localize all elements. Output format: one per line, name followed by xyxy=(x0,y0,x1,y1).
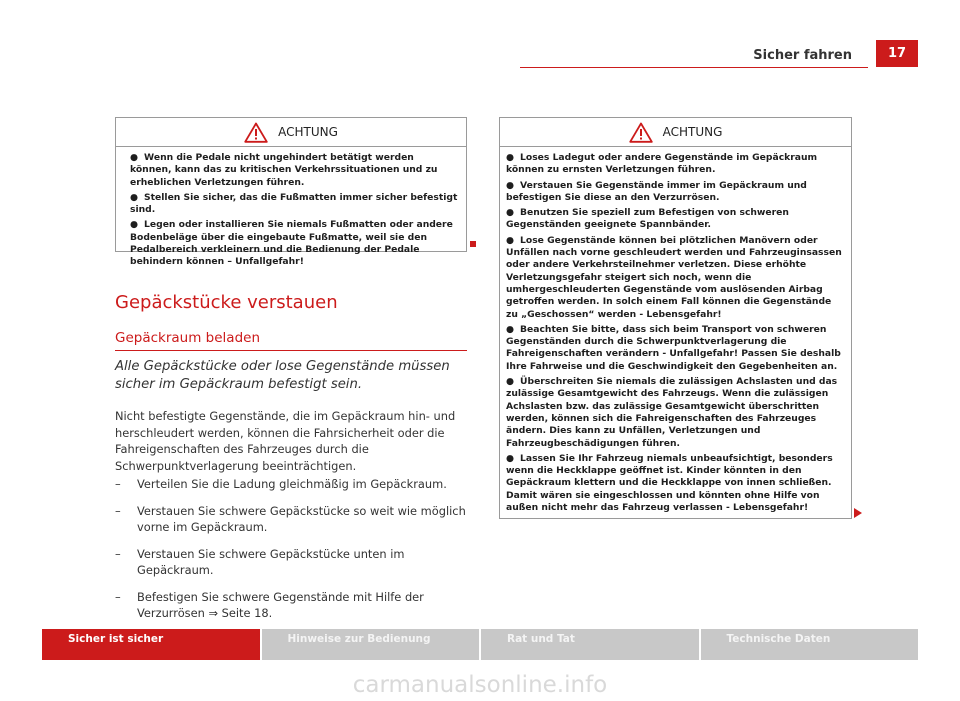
warning-item: ● Lose Gegenstände können bei plötzlichen Manövern oder Unfällen nach vorne geschleudert werden und Fahrzeuginsassen oder andere Verkehrsteilnehmer verletzen. Diese erhöhte Verletzungsgefahr steigert sich noch, wenn die umhergeschleuderten Gegenstände vom auslösenden Airbag getroffen werden. In solch einem Fall können die Gegenstände zu „Geschossen“ werden - Lebensgefahr! xyxy=(506,234,842,320)
footer-tab-rat-und-tat[interactable]: Rat und Tat xyxy=(479,629,699,660)
footer-tab-technische-daten[interactable]: Technische Daten xyxy=(699,629,919,660)
warning-body xyxy=(116,147,466,276)
warning-box-footmats xyxy=(115,117,467,268)
instruction-list xyxy=(115,476,475,632)
chapter-footer-nav xyxy=(42,629,918,660)
warning-item: ● Wenn die Pedale nicht ungehindert betätigt werden können, kann das zu kritischen Verkehrssituationen und zu erheblichen Verletzungen führen. xyxy=(130,152,438,188)
warning-heading: ACHTUNG xyxy=(278,125,338,139)
section-title: Gepäckstücke verstauen xyxy=(115,292,338,313)
continue-arrow-icon xyxy=(854,508,862,518)
warning-item: ● Verstauen Sie Gegenstände immer im Gepäckraum und befestigen Sie diese an den Verzurrösen. xyxy=(506,179,807,203)
page-number-badge: 17 xyxy=(876,40,918,67)
list-item: – Befestigen Sie schwere Gegenstände mit Hilfe der Verzurrösen ⇒ Seite 18. xyxy=(115,589,424,620)
warning-item: ● Legen oder installieren Sie niemals Fußmatten oder andere Bodenbeläge über die eingebaute Fußmatte, weil sie den Pedalbereich verkleinern und die Bedienung der Pedale behindern können – Unfallgefahr! xyxy=(130,219,453,268)
watermark-text: carmanualsonline.info xyxy=(352,672,608,698)
body-paragraph: Nicht befestigte Gegenstände, die im Gepäckraum hin- und herschleudert werden, können die Fahrsicherheit oder die Fahreigenschaften des Fahrzeuges durch die Schwerpunktverlagerung beeinträchtigen. xyxy=(115,409,456,473)
section-end-marker xyxy=(470,241,476,247)
intro-text: Alle Gepäckstücke oder lose Gegenstände müssen sicher im Gepäckraum befestigt sein. xyxy=(115,359,450,392)
warning-item: ● Loses Ladegut oder andere Gegenstände im Gepäckraum können zu ernsten Verletzungen führen. xyxy=(506,152,818,176)
list-item: – Verstauen Sie schwere Gepäckstücke unten im Gepäckraum. xyxy=(115,546,405,577)
warning-header xyxy=(116,118,466,147)
warning-header xyxy=(500,118,851,147)
subsection-title: Gepäckraum beladen xyxy=(115,330,260,346)
footer-tab-sicher-ist-sicher[interactable]: Sicher ist sicher xyxy=(42,629,260,660)
warning-item: ● Stellen Sie sicher, das die Fußmatten immer sicher befestigt sind. xyxy=(130,191,458,216)
list-item: – Verstauen Sie schwere Gepäckstücke so weit wie möglich vorne im Gepäckraum. xyxy=(115,503,466,534)
page-header-title: Sicher fahren xyxy=(753,48,852,63)
list-item: – Verteilen Sie die Ladung gleichmäßig im Gepäckraum. xyxy=(115,477,447,491)
warning-heading: ACHTUNG xyxy=(662,125,723,139)
warning-triangle-icon xyxy=(244,122,268,143)
warning-item: ● Lassen Sie Ihr Fahrzeug niemals unbeaufsichtigt, besonders wenn die Heckklappe geöffnet ist. Kinder könnten in den Gepäckraum klettern und die Heckklappe von innen schließen. Damit wären sie eingeschlossen und könnten ohne Hilfe von außen nicht mehr das Fahrzeug verlassen - Lebensgefahr! xyxy=(506,452,833,514)
warning-item: ● Überschreiten Sie niemals die zulässigen Achslasten und das zulässige Gesamtgewicht des Fahrzeugs. Wenn die zulässigen Achslasten bzw. das zulässige Gesamtgewicht überschritten werden, können sich die Fahreigenschaften des Fahrzeuges ändern. Dies kann zu Unfällen, Verletzungen und Fahrzeugbeschädigungen führen. xyxy=(506,376,838,449)
warning-item: ● Benutzen Sie speziell zum Befestigen von schweren Gegenständen geeignete Spannbänder. xyxy=(506,207,789,231)
footer-tab-hinweise-zur-bedienung[interactable]: Hinweise zur Bedienung xyxy=(260,629,480,660)
header-divider xyxy=(520,67,868,68)
warning-body xyxy=(500,147,851,521)
warning-triangle-icon xyxy=(629,122,653,143)
warning-item: ● Beachten Sie bitte, dass sich beim Transport von schweren Gegenständen durch die Schwerpunktverlagerung die Fahreigenschaften verändern - Unfallgefahr! Passen Sie deshalb Ihre Fahrweise und die Geschwindigkeit den Gegebenheiten an. xyxy=(506,323,841,372)
warning-box-luggage xyxy=(499,117,852,519)
subsection-divider xyxy=(115,350,467,351)
